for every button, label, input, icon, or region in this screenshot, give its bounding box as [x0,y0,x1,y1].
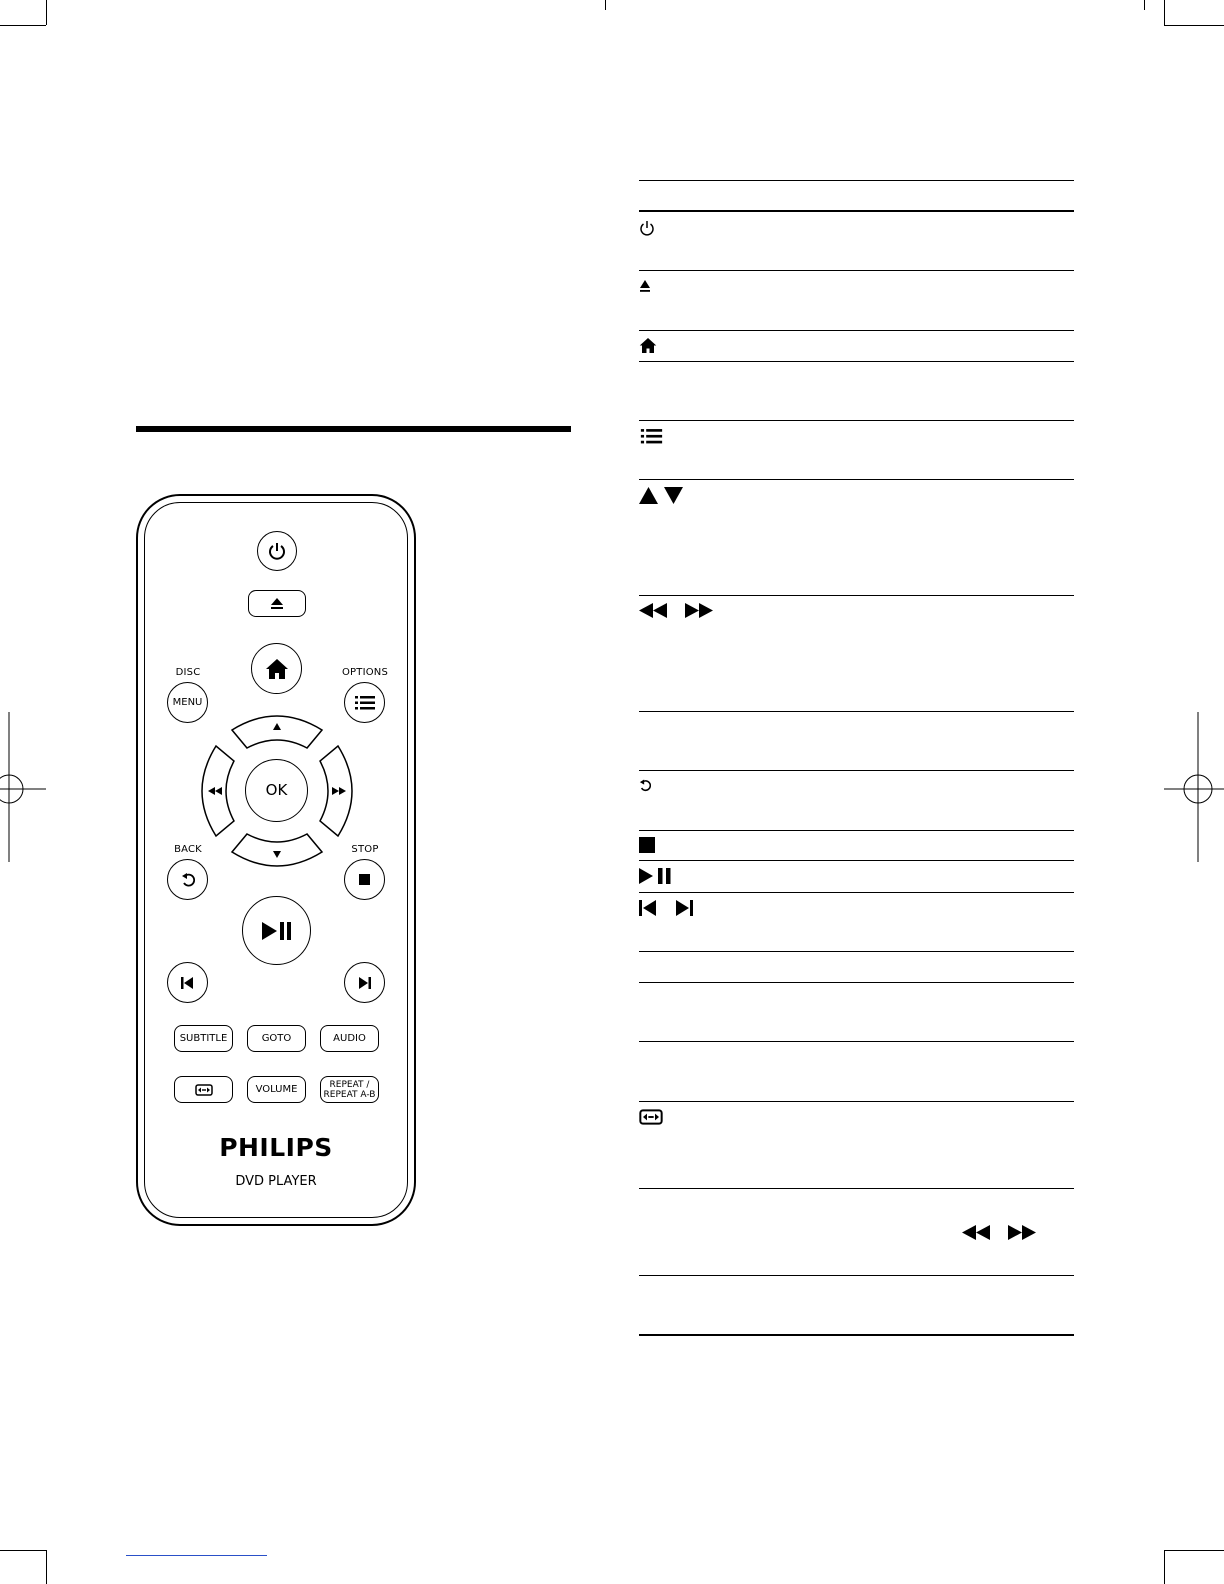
home-icon [265,658,289,680]
table-row [639,428,664,445]
table-bottom-rule [639,1334,1074,1336]
crop-mark [1164,25,1224,26]
crop-mark [1164,1550,1165,1584]
home-icon [639,337,657,354]
table-row-divider [639,770,1074,771]
table-row-divider [639,595,1074,596]
menu-label: MENU [172,697,203,708]
table-row [639,220,655,236]
crop-mark [1164,1550,1224,1551]
play-pause-icon [639,868,673,884]
volume-button[interactable] [247,1076,306,1103]
stop-button[interactable] [344,859,385,900]
crop-mark [0,25,46,26]
repeat-label: REPEAT / [329,1079,370,1090]
crop-mark [1144,0,1145,10]
crop-mark [0,1550,46,1551]
options-list-icon [639,428,664,445]
eject-button[interactable] [248,590,306,617]
footer-link-underline [126,1555,267,1556]
table-row [639,868,673,884]
nav-fast-forward-button[interactable] [320,746,352,836]
play-pause-icon [262,922,292,940]
next-button[interactable] [344,962,385,1003]
crop-mark [1164,0,1165,25]
table-row-divider [639,711,1074,712]
table-row-divider [639,1275,1074,1276]
brand-logo: PHILIPS [219,1133,333,1162]
table-row [639,900,693,916]
play-pause-button[interactable] [242,896,311,965]
eject-icon [270,597,284,610]
eject-icon [639,279,651,293]
up-triangle-icon [639,487,658,504]
rewind-icon [639,603,667,618]
goto-label: GOTO [261,1033,292,1044]
audio-button[interactable] [320,1025,379,1052]
registration-mark [0,712,48,862]
registration-mark [1164,712,1224,862]
power-icon [267,541,287,561]
section-heading-rule [136,426,571,432]
stop-icon [639,837,655,853]
table-row-divider [639,892,1074,893]
volume-label: VOLUME [255,1084,298,1095]
table-row [639,279,651,293]
fast-forward-icon [685,603,713,618]
repeat-ab-label: REPEAT A-B [323,1089,376,1100]
aspect-ratio-button[interactable] [174,1076,233,1103]
next-icon [358,977,371,989]
table-row-divider [639,1188,1074,1189]
table-row-divider [639,361,1074,362]
crop-mark [46,1550,47,1584]
disc-label: DISC [175,667,201,678]
previous-button[interactable] [167,962,208,1003]
table-row-divider [639,479,1074,480]
table-row-divider [639,270,1074,271]
back-icon [181,872,195,888]
fast-forward-icon [1008,1225,1036,1240]
table-row-divider [639,860,1074,861]
table-row-divider [639,1101,1074,1102]
table-row-divider [639,982,1074,983]
rewind-icon [962,1225,990,1240]
nav-up-button[interactable] [232,716,322,748]
stop-label: STOP [351,844,379,855]
nav-rewind-button[interactable] [202,746,234,836]
table-header-bottom-rule [639,210,1074,212]
table-row-divider [639,330,1074,331]
table-row-inline-icons [962,1225,1036,1240]
back-button[interactable] [167,859,208,900]
next-icon [675,900,693,916]
table-row [639,487,683,504]
table-row [639,837,655,853]
table-row [639,1109,663,1125]
table-header-top-rule [639,180,1074,181]
table-row-divider [639,1041,1074,1042]
options-list-icon [355,695,375,711]
options-label: OPTIONS [341,667,389,678]
audio-label: AUDIO [333,1033,366,1044]
previous-icon [181,977,194,989]
back-icon [639,778,651,793]
aspect-ratio-icon [639,1109,663,1125]
crop-mark [605,0,606,10]
ok-label: OK [265,781,288,799]
subtitle-button[interactable] [174,1025,233,1052]
down-triangle-icon [664,487,683,504]
repeat-button[interactable] [320,1076,379,1103]
table-row [639,337,657,354]
ok-button[interactable] [245,759,308,822]
stop-icon [359,874,370,885]
nav-down-button[interactable] [232,834,322,866]
subtitle-label: SUBTITLE [179,1033,228,1044]
model-name: DVD PLAYER [235,1174,317,1189]
table-row-divider [639,951,1074,952]
aspect-ratio-icon [195,1084,213,1096]
previous-icon [639,900,657,916]
home-button[interactable] [251,643,302,694]
table-row [639,778,651,793]
table-row [639,603,713,618]
back-label: BACK [174,844,202,855]
power-button[interactable] [257,531,297,571]
table-row-divider [639,420,1074,421]
power-icon [639,220,655,236]
crop-mark [46,0,47,25]
goto-button[interactable] [247,1025,306,1052]
table-row-divider [639,830,1074,831]
